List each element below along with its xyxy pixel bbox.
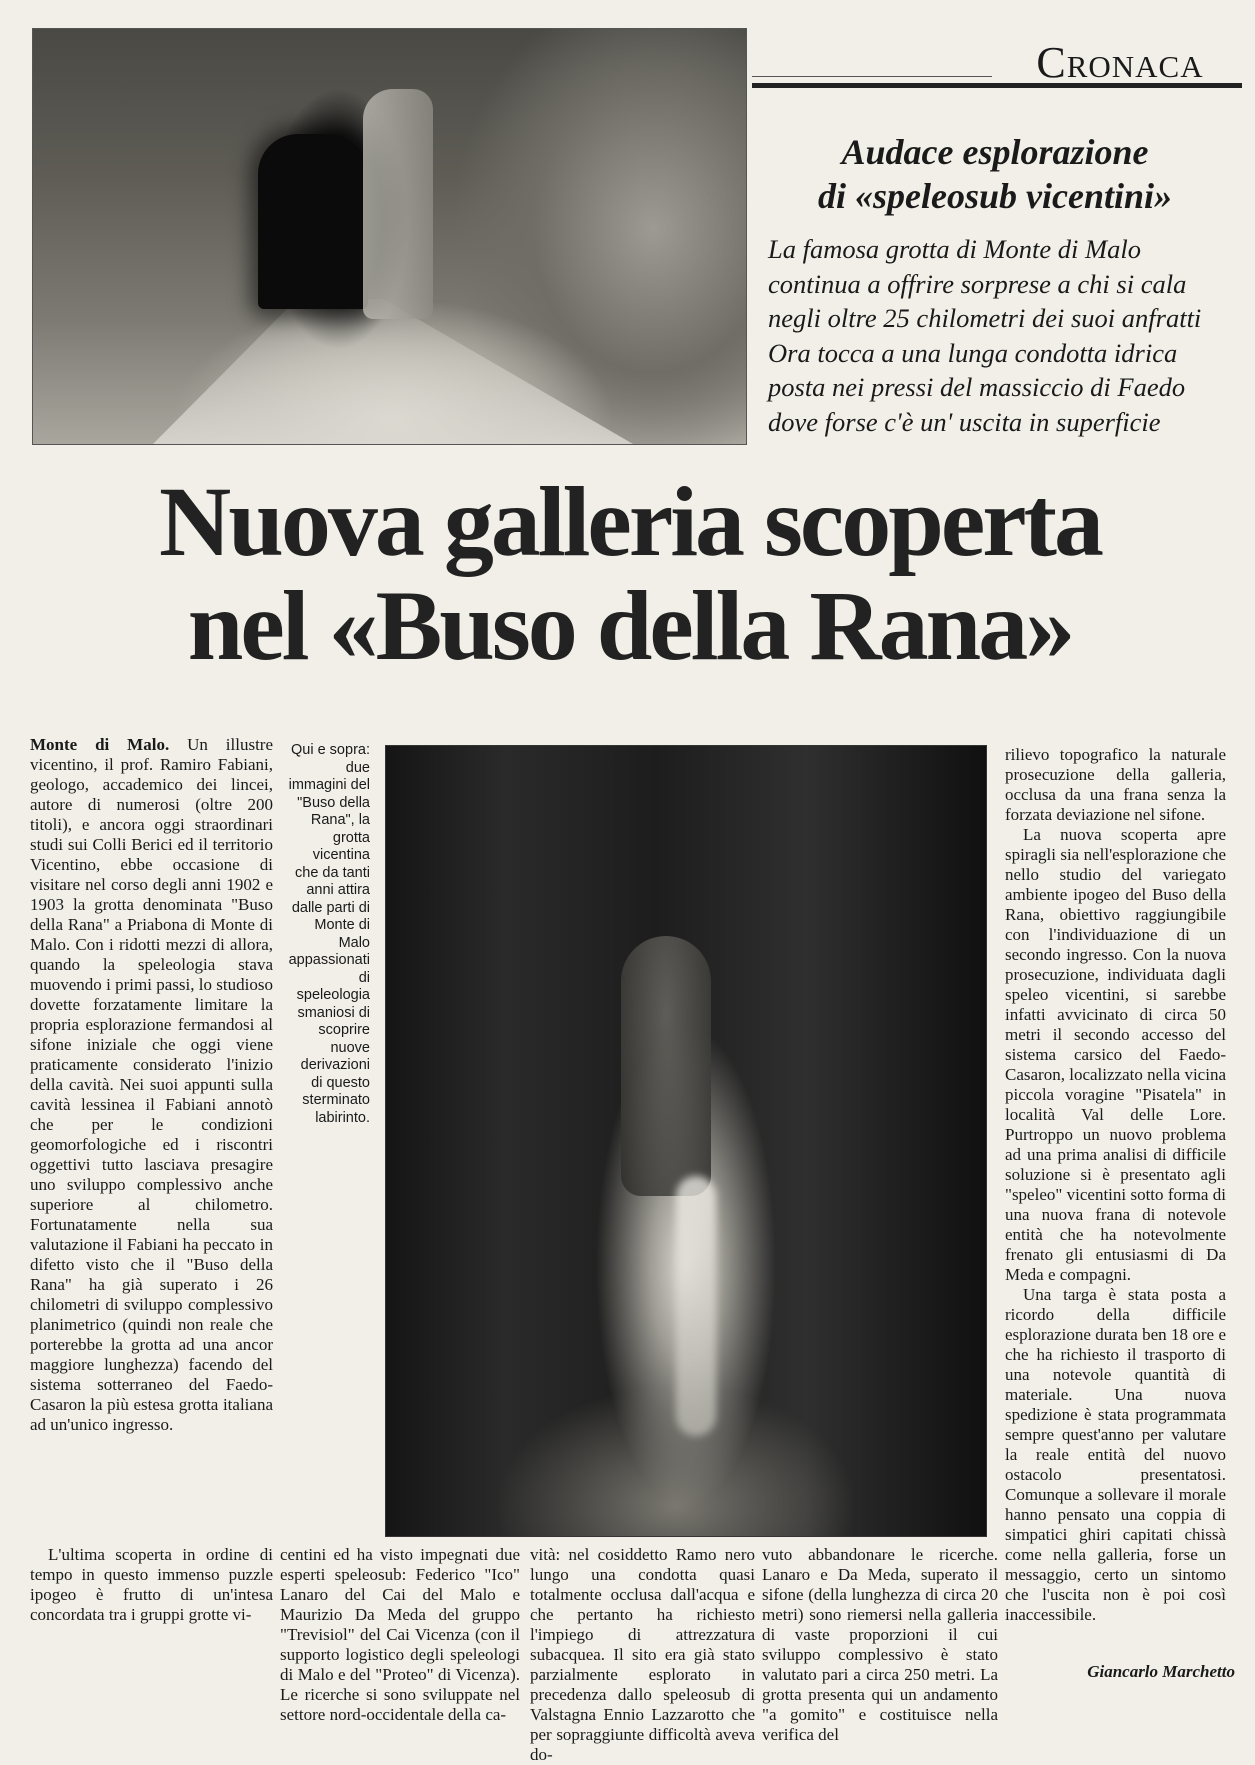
deck-line: Ora tocca a una lunga condotta idrica (768, 337, 1178, 368)
article-text: vità: nel cosiddetto Ramo nero lungo una condotta quasi totalmente occlusa dall'acqua e che pertanto ha richiesto l'impiego di attrezzatura subacquea. Il sito era già stato parzialmente esplorato in precedenza dallo speleosub di Valstagna Ennio Lazzarotto che per sopraggiunte difficoltà aveva do- (530, 1545, 755, 1764)
header-rule-thin (752, 76, 992, 77)
photo-caption: Qui e sopra: due immagini del "Buso della Rana", la grotta vicentina che da tanti anni attira dalle parti di Monte di Malo appassionati di speleologia smaniosi di scoprire nuove derivazioni di questo sterminato labirinto. (288, 742, 370, 1126)
dateline: Monte di Malo. (30, 735, 170, 754)
cave-entrance-photo (32, 28, 747, 445)
headline (30, 466, 1230, 681)
headline-line-2: nel «Buso della Rana» (187, 570, 1073, 681)
byline: Giancarlo Marchetto (1087, 1662, 1235, 1681)
photo-path-detail (153, 299, 633, 444)
kicker (755, 130, 1235, 218)
article-text: vuto abbandonare le ricerche. Lanaro e Da Meda, superato il sifone (della lunghezza di circa 20 metri) sono riemersi nella galleria di vaste proporzioni il cui sviluppo complessivo è stato valutato pari a circa 250 metri. La grotta presenta qui un andamento "a gomito" e costituisce nella verifica del (762, 1545, 998, 1744)
headline-line-1: Nuova galleria scoperta (159, 466, 1101, 577)
article-text: La nuova scoperta apre spiragli sia nell'esplorazione che nello studio del variegato ambiente ipogeo del Buso della Rana, obiettivo raggiungibile con l'individuazione di un secondo ingresso. Con la nuova prosecuzione, individuata dagli speleo vicentini, si sarebbe infatti avvicinato di circa 50 metri il secondo accesso del sistema carsico del Faedo-Casaron, localizzato nella vicina piccola voragine "Pisatela" in località Val delle Lore. Purtroppo un nuovo problema ad una prima analisi di difficile soluzione si è presentato agli "speleo" vicentini sotto forma di una nuova frana di notevole entità che ha notevolmente frenato gli entusiasmi di Da Meda e compagni. (1005, 825, 1226, 1284)
cave-interior-photo (385, 745, 987, 1537)
article-column-4 (1005, 745, 1226, 1625)
article-text: L'ultima scoperta in ordine di tempo in questo immenso puzzle ipogeo è frutto di un'intesa concordata tra i gruppi grotte vi- (30, 1545, 273, 1624)
kicker-line-2: di «speleosub vicentini» (818, 176, 1172, 216)
article-column-3 (530, 1545, 755, 1765)
photo-rock-detail (363, 89, 433, 319)
article-column-2 (280, 1545, 520, 1725)
deck-line: negli oltre 25 chilometri dei suoi anfratti (768, 303, 1202, 333)
deck-line: dove forse c'è un' uscita in superficie (768, 406, 1161, 437)
article-text: Un illustre vicentino, il prof. Ramiro Fabiani, geologo, accademico dei lincei, autore di numerosi (oltre 200 titoli), e ancora oggi straordinari studi sui Colli Berici ed il territorio Vicentino, ebbe occasione di visitare nel corso degli anni 1902 e 1903 la grotta denominata "Buso della Rana" a Priabona di Monte di Malo. Con i ridotti mezzi di allora, quando la speleologia stava muovendo i primi passi, lo studioso dovette forzatamente limitare la propria esplorazione fermandosi al sifone iniziale che oggi viene praticamente considerato l'inizio della cavità. Nei suoi appunti sulla cavità lessinea il Fabiani annotò che per le condizioni geomorfologiche ed i riscontri oggettivi tutto lasciava presagire uno sviluppo complessivo anche superiore al chilometro. Fortunatamente nella sua valutazione il Fabiani ha peccato in difetto visto che il "Buso della Rana" ha già superato i 26 chilometri di sviluppo complessivo planimetrico (quindi non reale che porterebbe la grotta ad una ancor maggiore lunghezza) facendo del sistema sotterraneo del Faedo-Casaron la più estesa grotta italiana ad un'unico ingresso. (30, 735, 273, 1434)
article-text: rilievo topografico la naturale prosecuzione della galleria, occlusa da una frana senza la forzata deviazione nel sifone. (1005, 745, 1226, 824)
deck-line: posta nei pressi del massiccio di Faedo (768, 372, 1186, 402)
deck-line: continua a offrire sorprese a chi si cala (768, 268, 1187, 299)
deck-line: La famosa grotta di Monte di Malo (768, 234, 1141, 264)
article-text: Una targa è stata posta a ricordo della difficile esplorazione durata ben 18 ore e che ha richiesto il trasporto di una notevole quantità di materiale. Una nuova spedizione è stata programmata sempre quest'anno per valutare la reale entità del nuovo ostacolo presentatosi. Comunque a sollevare il morale hanno pensato una coppia di simpatici ghiri capitati chissà come nella galleria, forse un messaggio, certo un sintomo che l'uscita non è poi così inaccessibile. (1005, 1285, 1226, 1624)
article-column-1-bottom (30, 1545, 273, 1625)
section-label: Cronaca (1036, 38, 1204, 87)
article-column-3b (762, 1545, 998, 1745)
photo-speleologist-figure (621, 936, 711, 1196)
photo-cave-mouth (258, 134, 368, 309)
deck (768, 232, 1248, 439)
article-column-1 (30, 735, 273, 1435)
article-text: centini ed ha visto impegnati due esperti speleosub: Federico "Ico" Lanaro del Cai del Malo e Maurizio Da Meda del gruppo "Trevisiol" del Cai Vicenza (con il supporto logistico degli speleologi di Malo e del "Proteo" di Vicenza). Le ricerche si sono sviluppate nel settore nord-occidentale della ca- (280, 1545, 520, 1724)
photo-light-detail (676, 1176, 716, 1436)
kicker-line-1: Audace esplorazione (841, 132, 1149, 172)
